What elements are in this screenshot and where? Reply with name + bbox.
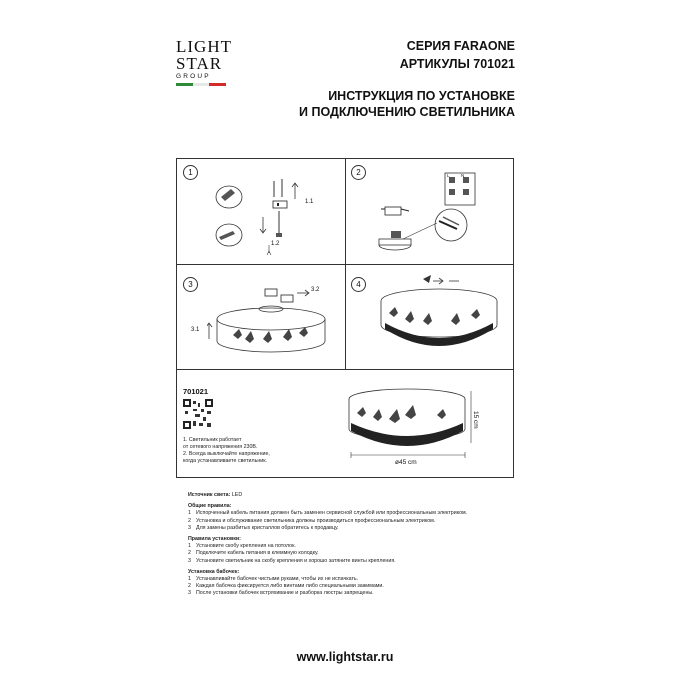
product-model: 701021 <box>183 387 209 396</box>
grid-divider <box>177 369 513 370</box>
step-1-number: 1 <box>183 165 198 180</box>
step-1-label-1-1: 1.1 <box>305 199 314 205</box>
terminal-l-label: L <box>447 173 450 178</box>
document-title-line1: ИНСТРУКЦИЯ ПО УСТАНОВКЕ <box>328 89 515 103</box>
step-1-illustration <box>207 175 337 261</box>
list-item: 2 Подключите кабель питания в клеммную колодку. <box>188 550 319 557</box>
brand-logo <box>176 38 242 110</box>
height-dimension: 15 cm <box>472 411 479 429</box>
step-3-label-3-1: 3.1 <box>191 327 200 333</box>
list-item: 3 Для замены разбитых кристаллов обратитесь к продавцу. <box>188 524 339 531</box>
document-title-line2: И ПОДКЛЮЧЕНИЮ СВЕТИЛЬНИКА <box>299 105 515 119</box>
light-source-label: Источник света: <box>188 492 231 498</box>
list-item: 3 После установки бабочек встряхивание и разборка люстры запрещены. <box>188 590 374 597</box>
list-item: 1 Устанавливайте бабочек чистыми руками, чтобы их не испачкать. <box>188 576 359 583</box>
qr-code-icon <box>183 399 213 429</box>
step-3-label-3-2: 3.2 <box>311 287 320 293</box>
logo-light: LIGHT <box>176 37 232 56</box>
instruction-grid <box>176 158 514 478</box>
list-item: 2 Каждая бабочка фиксируется либо винтами либо специальными зажимами. <box>188 583 384 590</box>
logo-star: STAR <box>176 54 223 73</box>
step-4-illustration <box>371 273 509 365</box>
product-note-line: 2. Всегда выключайте напряжение, <box>183 451 270 457</box>
list-item: 1 Установите скобу крепления на потолок. <box>188 543 296 550</box>
terminal-n-label: N <box>461 173 465 178</box>
step-3-number: 3 <box>183 277 198 292</box>
website-link[interactable]: www.lightstar.ru <box>296 650 394 664</box>
series-name: СЕРИЯ FARAONE <box>406 39 515 53</box>
instructions-text <box>188 492 508 598</box>
article-numbers: АРТИКУЛЫ 701021 <box>399 57 515 71</box>
logo-group: GROUP <box>176 73 211 80</box>
product-note-line: когда устанавливаете светильник. <box>183 458 268 464</box>
width-dimension: ø45 cm <box>395 459 417 466</box>
general-rules-title: Общие правила: <box>188 503 232 510</box>
install-rules-title: Правила установки: <box>188 536 241 543</box>
product-note-line: 1. Светильник работает <box>183 437 242 443</box>
italian-flag-icon <box>176 83 226 86</box>
step-1-label-1-2: 1.2 <box>271 241 280 247</box>
list-item: 3 Установите светильник на скобу крепления и хорошо затяните винты крепления. <box>188 557 396 564</box>
butterfly-rules-title: Установка бабочек: <box>188 568 240 575</box>
product-note-line: от сетевого напряжения 230В. <box>183 444 258 450</box>
list-item: 1 Испорченный кабель питания должен быть заменен сервисной службой или профессиональным электриком. <box>188 510 468 517</box>
list-item: 2 Установка и обслуживание светильника должны производиться профессиональным электриком. <box>188 517 436 524</box>
step-2-number: 2 <box>351 165 366 180</box>
product-dimension-drawing <box>343 385 473 461</box>
light-source-value: LED <box>231 492 243 498</box>
step-2-illustration <box>373 169 509 261</box>
step-4-number: 4 <box>351 277 366 292</box>
grid-divider <box>345 159 346 369</box>
step-3-illustration <box>207 279 341 365</box>
light-source-line <box>188 492 508 499</box>
